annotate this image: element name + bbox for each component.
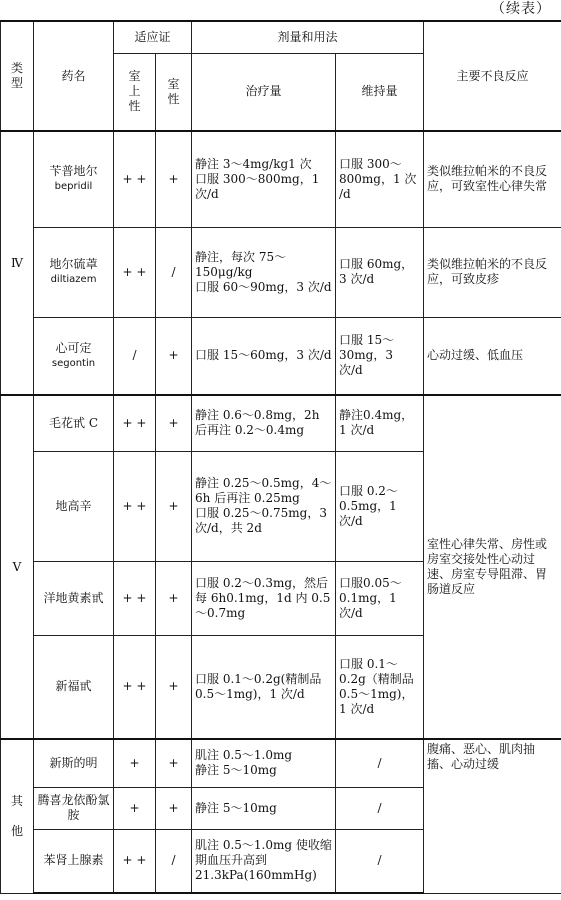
header-ventricular-supra: 室 上 性 [114, 53, 156, 131]
table-row [1, 227, 561, 317]
drug-name-cell [34, 227, 114, 317]
drug-name: 地高辛 [34, 451, 114, 561]
treatment-dose: 肌注 0.5～1.0mg 静注 5～10mg [192, 739, 336, 787]
drug-name: 苯肾上腺素 [34, 829, 114, 893]
maintenance-dose: 口服 60mg，3 次/d [336, 227, 424, 317]
indication-sv: + + [114, 395, 156, 451]
drug-name: 新福甙 [34, 635, 114, 739]
drug-name-en: bepridil [54, 181, 93, 193]
indication-sv: + + [114, 635, 156, 739]
adverse-reaction: 类似维拉帕米的不良反应，可致室性心律失常 [424, 131, 561, 227]
maintenance-dose: 口服 15～30mg，3 次/d [336, 317, 424, 395]
drug-name: 洋地黄素甙 [34, 561, 114, 635]
other-adverse-reaction: 腹痛、恶心、肌肉抽搐、心动过缓 [424, 739, 561, 893]
drug-name-en: diltiazem [50, 274, 97, 285]
header-drug-name: 药名 [34, 21, 114, 131]
treatment-dose: 口服 15～60mg，3 次/d [192, 317, 336, 395]
adverse-reaction: 类似维拉帕米的不良反应，可致皮疹 [424, 227, 561, 317]
drug-name-cell [34, 131, 114, 227]
header-type: 类 型 [1, 21, 34, 131]
table-row [1, 317, 561, 395]
header-ventricular: 室 性 [156, 53, 192, 131]
drug-name: 心可定 [55, 340, 92, 355]
treatment-dose: 静注 0.25～0.5mg，4～6h 后再注 0.25mg 口服 0.25～0.75mg，3 次/d，共 2d [192, 451, 336, 561]
table-row [1, 739, 561, 787]
treatment-dose: 静注，每次 75～150μg/kg 口服 60～90mg，3 次/d [192, 227, 336, 317]
indication-v: + [156, 317, 192, 395]
indication-sv: + [114, 787, 156, 829]
treatment-dose: 静注 3～4mg/kg1 次 口服 300～800mg，1 次/d [192, 131, 336, 227]
drug-name-en: segontin [51, 357, 96, 369]
indication-sv: + + [114, 829, 156, 893]
treatment-dose: 静注 0.6～0.8mg，2h 后再注 0.2～0.4mg [192, 395, 336, 451]
maintenance-dose: 静注0.4mg，1 次/d [336, 395, 424, 451]
indication-sv: + + [114, 561, 156, 635]
table-row [1, 395, 561, 451]
header-dosage: 剂量和用法 [192, 21, 424, 53]
treatment-dose: 肌注 0.5～1.0mg 使收缩期血压升高到 21.3kPa(160mmHg) [192, 829, 336, 893]
indication-sv: / [114, 317, 156, 395]
group-v-label: Ⅴ [1, 395, 34, 739]
indication-v: + [156, 787, 192, 829]
drug-table [0, 20, 561, 894]
group-iv-label: Ⅳ [1, 131, 34, 395]
header-treatment-dose: 治疗量 [192, 53, 336, 131]
drug-name: 苄普地尔 [49, 164, 98, 179]
treatment-dose: 静注 5～10mg [192, 787, 336, 829]
maintenance-dose: / [336, 787, 424, 829]
indication-v: + [156, 395, 192, 451]
indication-v: + [156, 131, 192, 227]
drug-name: 毛花甙 C [34, 395, 114, 451]
table-row [1, 131, 561, 227]
drug-name-cell [34, 317, 114, 395]
treatment-dose: 口服 0.1～0.2g(精制品 0.5～1mg)，1 次/d [192, 635, 336, 739]
indication-sv: + + [114, 451, 156, 561]
indication-sv: + + [114, 131, 156, 227]
indication-v: / [156, 227, 192, 317]
group-other-label: 其 他 [1, 739, 34, 893]
indication-v: + [156, 451, 192, 561]
header-maintenance-dose: 维持量 [336, 53, 424, 131]
maintenance-dose: 口服 0.1～0.2g（精制品 0.5～1mg)，1 次/d [336, 635, 424, 739]
continued-label: （续表） [491, 1, 551, 17]
indication-v: / [156, 829, 192, 893]
maintenance-dose: / [336, 829, 424, 893]
header-indication: 适应证 [114, 21, 192, 53]
adverse-reaction: 心动过缓、低血压 [424, 317, 561, 395]
maintenance-dose: 口服 0.2～0.5mg，1 次/d [336, 451, 424, 561]
maintenance-dose: / [336, 739, 424, 787]
drug-name: 地尔硫䓬 [49, 257, 98, 271]
maintenance-dose: 口服0.05～0.1mg，1 次/d [336, 561, 424, 635]
drug-name: 新斯的明 [34, 739, 114, 787]
maintenance-dose: 口服 300～800mg，1 次 /d [336, 131, 424, 227]
header-row-1 [1, 21, 561, 53]
header-adverse: 主要不良反应 [424, 21, 561, 131]
treatment-dose: 口服 0.2～0.3mg，然后每 6h0.1mg，1d 内 0.5～0.7mg [192, 561, 336, 635]
group-v-adverse-reaction: 室性心律失常、房性或房室交接处性心动过速、房室专导阻滞、胃肠道反应 [424, 395, 561, 739]
indication-sv: + + [114, 227, 156, 317]
indication-v: + [156, 635, 192, 739]
indication-v: + [156, 561, 192, 635]
indication-v: + [156, 739, 192, 787]
indication-sv: + [114, 739, 156, 787]
drug-name: 腾喜龙依酚氯胺 [34, 787, 114, 829]
